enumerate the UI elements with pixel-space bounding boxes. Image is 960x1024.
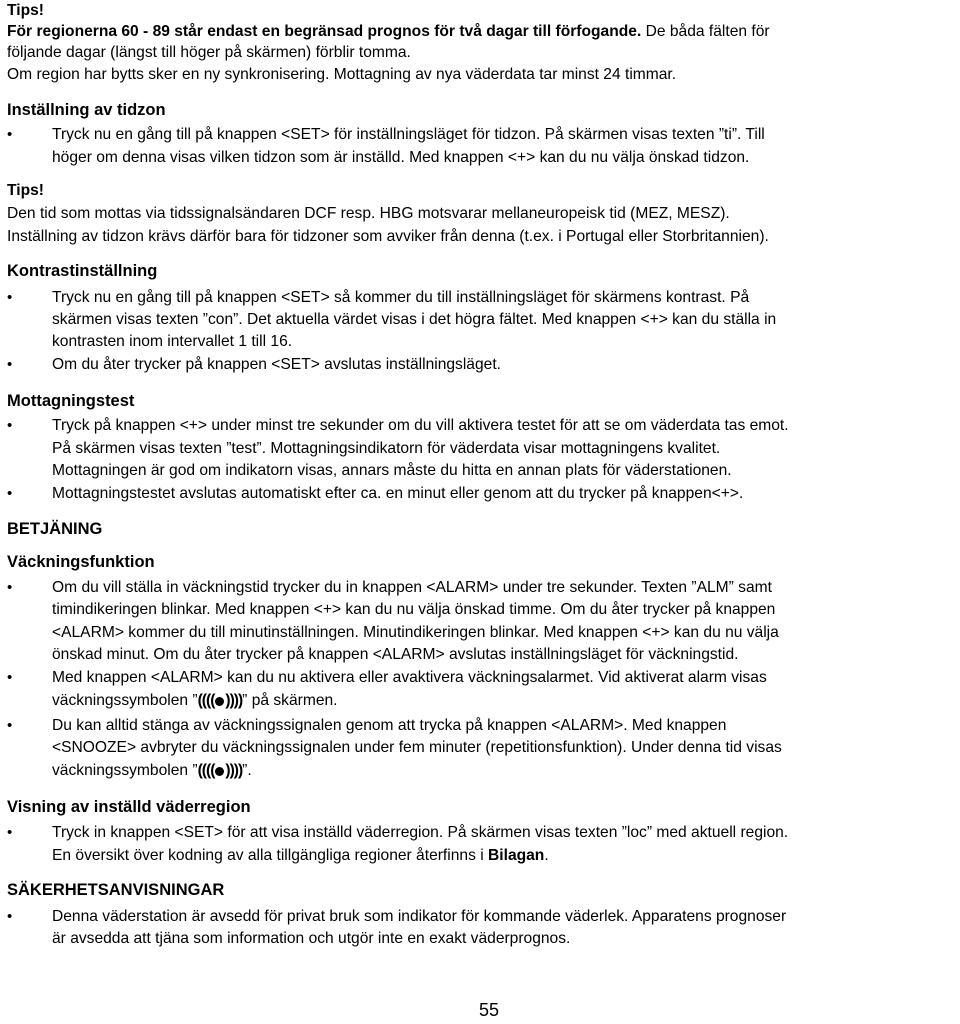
bullet-icon: • — [7, 417, 13, 434]
paragraph-line: Mottagningstestet avslutas automatiskt efter ca. en minut eller genom att du trycker på knappen<+>. — [52, 485, 744, 502]
tips-line — [7, 21, 770, 43]
paragraph-line: Tryck på knappen <+> under minst tre sekunder om du vill aktivera testet för att se om väderdata tas emot. — [52, 417, 789, 434]
bullet-icon: • — [7, 908, 13, 925]
paragraph-line: önskad minut. Om du åter trycker på knappen <ALARM> avslutas inställningsläget för väckningstid. — [52, 646, 739, 663]
text: väckningssymbolen ” — [52, 692, 198, 709]
paragraph-line: kontrasten inom intervallet 1 till 16. — [52, 333, 293, 350]
paragraph-line: höger om denna visas vilken tidzon som är inställd. Med knappen <+> kan du nu välja önskad tidzon. — [52, 149, 750, 166]
alarm-symbol-icon: (((( )))) — [197, 762, 243, 779]
paragraph-line: Tryck in knappen <SET> för att visa inställd väderregion. På skärmen visas texten ”loc” med aktuell region. — [52, 824, 789, 841]
bullet-icon: • — [7, 579, 13, 596]
section-heading-vackning: Väckningsfunktion — [7, 553, 155, 571]
paragraph-line: Denna väderstation är avsedd för privat bruk som indikator för kommande väderlek. Apparatens prognoser — [52, 908, 787, 925]
section-heading-region: Visning av inställd väderregion — [7, 798, 251, 816]
paragraph-line — [52, 760, 252, 782]
tips-heading: Tips! — [7, 182, 44, 199]
paragraph-line: Med knappen <ALARM> kan du nu aktivera eller avaktivera väckningsalarmet. Vid aktiverat alarm visas — [52, 669, 767, 686]
tips-line: Inställning av tidzon krävs därför bara för tidzoner som avviker från denna (t.ex. i Portugal eller Storbritannien). — [7, 228, 769, 245]
paragraph-line: <ALARM> kommer du till minutinställningen. Minutindikeringen blinkar. Med knappen <+> kan du nu välja — [52, 624, 779, 641]
paragraph-line — [52, 690, 338, 712]
paragraph-line: Tryck nu en gång till på knappen <SET> så kommer du till inställningsläget för skärmens kontrast. På — [52, 289, 750, 306]
section-heading-mottagning: Mottagningstest — [7, 392, 135, 410]
paragraph-line: är avsedda att tjäna som information och utgör inte en exakt väderprognos. — [52, 930, 571, 947]
text: . — [544, 847, 549, 864]
section-heading-kontrast: Kontrastinställning — [7, 262, 158, 280]
paragraph-line: Du kan alltid stänga av väckningssignalen genom att trycka på knappen <ALARM>. Med knappen — [52, 717, 727, 734]
paragraph-line — [52, 845, 549, 867]
tips-text: De båda fälten för — [641, 23, 770, 40]
section-heading-tidzon: Inställning av tidzon — [7, 101, 166, 119]
tips-line: Om region har bytts sker en ny synkronisering. Mottagning av nya väderdata tar minst 24 timmar. — [7, 66, 677, 83]
text: En översikt över kodning av alla tillgängliga regioner återfinns i — [52, 847, 489, 864]
section-heading-sakerhet: SÄKERHETSANVISNINGAR — [7, 881, 225, 899]
paragraph-line: På skärmen visas texten ”test”. Mottagningsindikatorn för väderdata visar mottagningens kvalitet. — [52, 440, 721, 457]
paragraph-line: skärmen visas texten ”con”. Det aktuella värdet visas i det högra fältet. Med knappen <+> kan du ställa in — [52, 311, 777, 328]
bilagan-ref: Bilagan — [488, 847, 545, 864]
tips-line: följande dagar (längst till höger på skärmen) förblir tomma. — [7, 44, 411, 61]
bullet-icon: • — [7, 717, 13, 734]
paragraph-line: timindikeringen blinkar. Med knappen <+> kan du nu välja önskad timme. Om du åter trycker på knappen — [52, 601, 776, 618]
text: väckningssymbolen ” — [52, 762, 198, 779]
paragraph-line: Mottagningen är god om indikatorn visas, annars måste du hitta en annan plats för väderstationen. — [52, 462, 732, 479]
bullet-icon: • — [7, 126, 13, 143]
bullet-icon: • — [7, 485, 13, 502]
text: ” på skärmen. — [242, 692, 338, 709]
tips-bold-text: För regionerna 60 - 89 står endast en begränsad prognos för två dagar till förfogande. — [7, 23, 642, 40]
paragraph-line: Om du vill ställa in väckningstid trycker du in knappen <ALARM> under tre sekunder. Texten ”ALM” samt — [52, 579, 772, 596]
bullet-icon: • — [7, 669, 13, 686]
paragraph-line: <SNOOZE> avbryter du väckningssignalen under fem minuter (repetitionsfunktion). Under denna tid visas — [52, 739, 782, 756]
section-heading-betjaning: BETJÄNING — [7, 520, 103, 538]
text: ”. — [242, 762, 252, 779]
alarm-symbol-icon: (((( )))) — [197, 692, 243, 709]
paragraph-line: Om du åter trycker på knappen <SET> avslutas inställningsläget. — [52, 356, 501, 373]
page-number: 55 — [478, 1000, 500, 1020]
paragraph-line: Tryck nu en gång till på knappen <SET> för inställningsläget för tidzon. På skärmen visas texten ”ti”. Till — [52, 126, 765, 143]
tips-heading: Tips! — [7, 2, 44, 19]
tips-line: Den tid som mottas via tidssignalsändaren DCF resp. HBG motsvarar mellaneuropeisk tid (MEZ, MESZ). — [7, 205, 730, 222]
bullet-icon: • — [7, 289, 13, 306]
bullet-icon: • — [7, 824, 13, 841]
bullet-icon: • — [7, 356, 13, 373]
